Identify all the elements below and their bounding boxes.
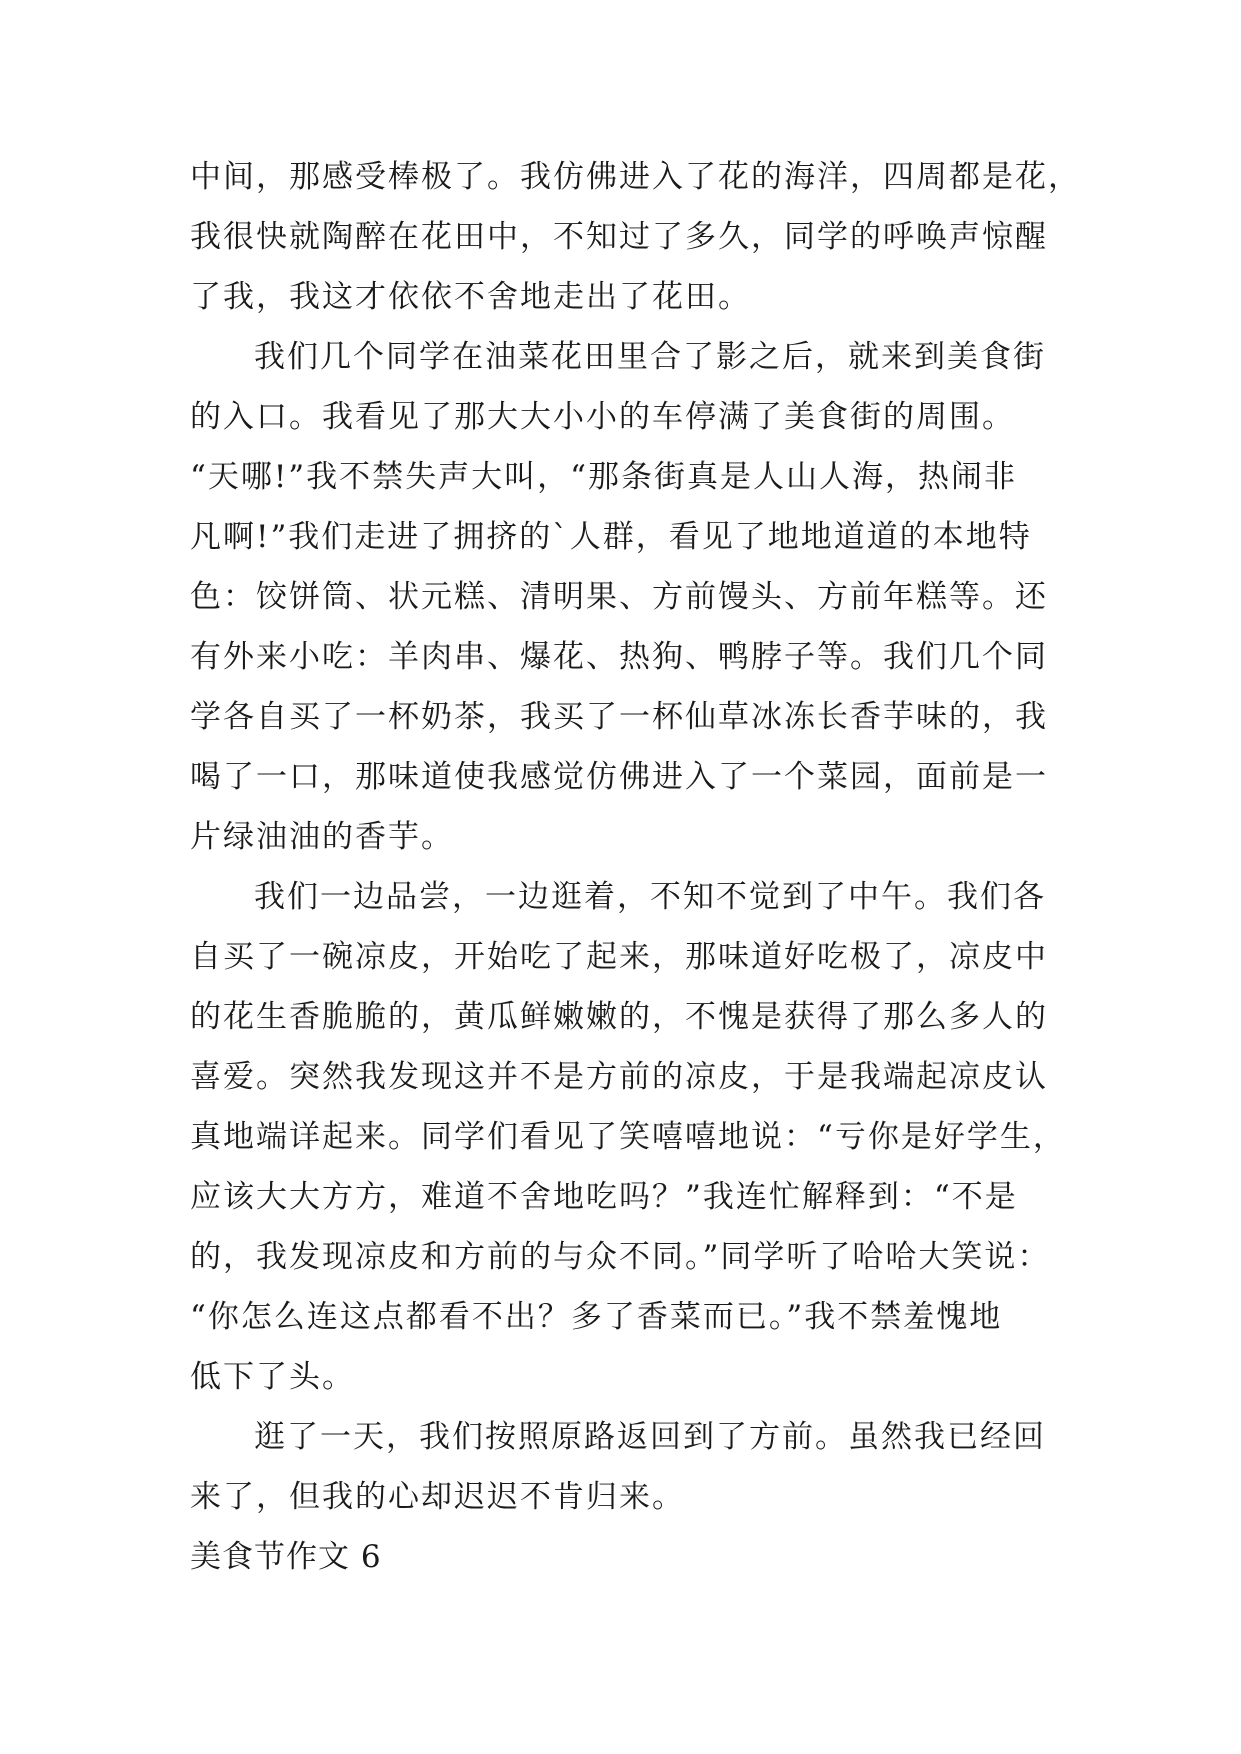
text-line: 低下了头。 — [190, 1359, 355, 1395]
text-line: 片绿油油的香芋。 — [190, 819, 454, 855]
text-line: 学各自买了一杯奶茶，我买了一杯仙草冰冻长香芋味的，我 — [190, 699, 1048, 735]
text-line: 自买了一碗凉皮，开始吃了起来，那味道好吃极了，凉皮中 — [190, 939, 1048, 975]
text-line: 的入口。我看见了那大大小小的车停满了美食街的周围。 — [190, 399, 1015, 435]
text-line: 的，我发现凉皮和方前的与众不同。”同学听了哈哈大笑说： — [190, 1239, 1051, 1275]
paragraph-3 — [190, 867, 1080, 1407]
text-line: 我们一边品尝，一边逛着，不知不觉到了中午。我们各 — [254, 879, 1046, 915]
text-line: 色：饺饼筒、状元糕、清明果、方前馒头、方前年糕等。还 — [190, 579, 1048, 615]
section-heading: 美食节作文 6 — [190, 1539, 382, 1575]
text-line: “你怎么连这点都看不出？多了香菜而已。”我不禁羞愧地 — [190, 1299, 1003, 1335]
body-text — [190, 147, 1080, 1587]
text-line: 真地端详起来。同学们看见了笑嘻嘻地说：“亏你是好学生， — [190, 1119, 1066, 1155]
text-line: 有外来小吃：羊肉串、爆花、热狗、鸭脖子等。我们几个同 — [190, 639, 1048, 675]
text-line: 凡啊!”我们走进了拥挤的`人群，看见了地地道道的本地特 — [190, 519, 1032, 555]
paragraph-2 — [190, 327, 1080, 867]
paragraph-1 — [190, 147, 1080, 327]
text-line: 我很快就陶醉在花田中，不知过了多久，同学的呼唤声惊醒 — [190, 219, 1048, 255]
text-line: “天哪!”我不禁失声大叫，“那条街真是人山人海，热闹非 — [190, 459, 1017, 495]
paragraph-4 — [190, 1407, 1080, 1527]
text-line: 了我，我这才依依不舍地走出了花田。 — [190, 279, 751, 315]
text-line: 喝了一口，那味道使我感觉仿佛进入了一个菜园，面前是一 — [190, 759, 1048, 795]
text-line: 逛了一天，我们按照原路返回到了方前。虽然我已经回 — [254, 1419, 1046, 1455]
text-line: 应该大大方方，难道不舍地吃吗？”我连忙解释到：“不是 — [190, 1179, 1018, 1215]
text-line: 的花生香脆脆的，黄瓜鲜嫩嫩的，不愧是获得了那么多人的 — [190, 999, 1048, 1035]
text-line: 喜爱。突然我发现这并不是方前的凉皮，于是我端起凉皮认 — [190, 1059, 1048, 1095]
text-line: 中间，那感受棒极了。我仿佛进入了花的海洋，四周都是花， — [190, 159, 1081, 195]
text-line: 来了，但我的心却迟迟不肯归来。 — [190, 1479, 685, 1515]
text-line: 我们几个同学在油菜花田里合了影之后，就来到美食街 — [254, 339, 1046, 375]
